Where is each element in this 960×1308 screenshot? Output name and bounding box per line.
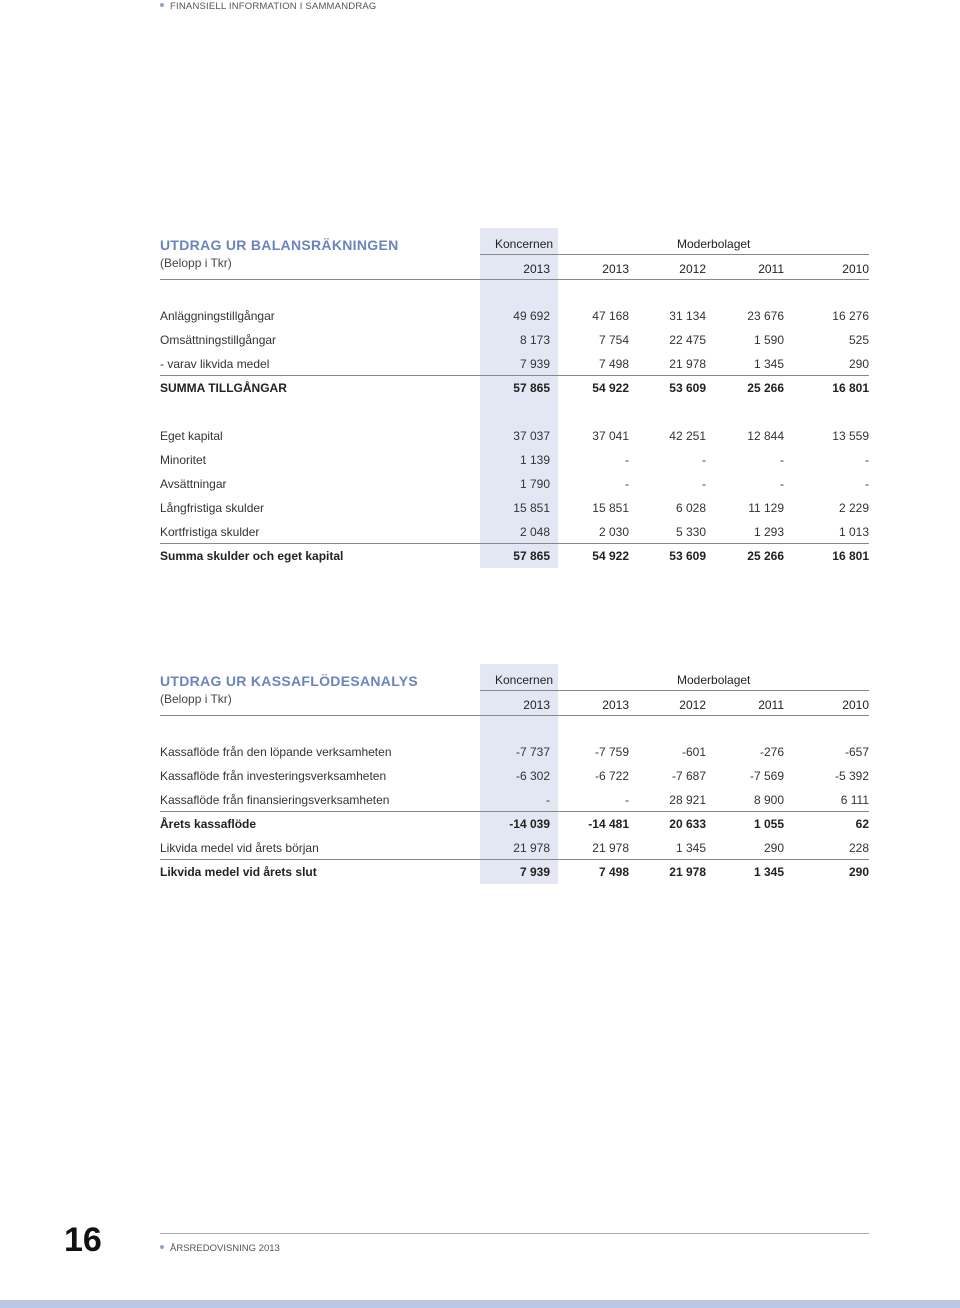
table-row xyxy=(160,788,869,812)
cell-value: - xyxy=(702,477,706,491)
cell-value: 290 xyxy=(763,841,784,855)
footer xyxy=(160,1243,280,1254)
cell-value: 8 900 xyxy=(753,793,784,807)
year-header: 2012 xyxy=(679,262,706,276)
year-header: 2013 xyxy=(523,262,550,276)
cell-value: -7 737 xyxy=(515,745,550,759)
table-row xyxy=(160,544,869,568)
cell-value: 1 055 xyxy=(753,817,784,831)
cell-value: 57 865 xyxy=(513,381,550,395)
table-row xyxy=(160,328,869,352)
group-koncern-label: Koncernen xyxy=(495,237,554,251)
cell-value: 23 676 xyxy=(747,309,784,323)
year-header: 2011 xyxy=(758,262,784,276)
cell-value: 1 293 xyxy=(753,525,784,539)
cell-value: -14 039 xyxy=(509,817,550,831)
row-label: Minoritet xyxy=(160,453,207,467)
cell-value: 7 498 xyxy=(598,865,629,879)
cell-value: -7 759 xyxy=(594,745,629,759)
cell-value: 25 266 xyxy=(747,381,784,395)
cell-value: 6 028 xyxy=(675,501,706,515)
year-header: 2012 xyxy=(679,698,706,712)
row-rule xyxy=(160,543,869,544)
bullet-icon xyxy=(160,1245,164,1249)
row-label: Kassaflöde från finansieringsverksamheten xyxy=(160,793,390,807)
running-header-text: FINANSIELL INFORMATION I SAMMANDRAG xyxy=(170,1,377,12)
row-label: Eget kapital xyxy=(160,429,223,443)
cell-value: - xyxy=(780,453,784,467)
cell-value: 49 692 xyxy=(513,309,550,323)
cell-value: 2 048 xyxy=(519,525,550,539)
table-row xyxy=(160,812,869,836)
cashflow-subtitle: (Belopp i Tkr) xyxy=(160,692,232,706)
cell-value: 42 251 xyxy=(669,429,706,443)
cell-value: 7 939 xyxy=(519,865,550,879)
cell-value: -5 392 xyxy=(834,769,869,783)
year-header: 2013 xyxy=(523,698,550,712)
row-label: SUMMA TILLGÅNGAR xyxy=(160,381,287,395)
table-row xyxy=(160,520,869,544)
cell-value: 16 801 xyxy=(832,381,869,395)
table-row xyxy=(160,352,869,376)
row-label: Långfristiga skulder xyxy=(160,501,265,515)
page-number: 16 xyxy=(64,1221,102,1259)
group-moder-label: Moderbolaget xyxy=(677,673,751,687)
footer-rule xyxy=(160,1233,869,1234)
footer-text: ÅRSREDOVISNING 2013 xyxy=(170,1243,280,1254)
cell-value: 5 330 xyxy=(675,525,706,539)
cell-value: -14 481 xyxy=(588,817,629,831)
cell-value: 28 921 xyxy=(669,793,706,807)
cell-value: -7 687 xyxy=(671,769,706,783)
cell-value: 13 559 xyxy=(832,429,869,443)
cell-value: 1 345 xyxy=(675,841,706,855)
cell-value: 2 030 xyxy=(598,525,629,539)
row-label: Likvida medel vid årets slut xyxy=(160,865,317,879)
row-label: Summa skulder och eget kapital xyxy=(160,549,344,563)
cell-value: 16 801 xyxy=(832,549,869,563)
cell-value: 16 276 xyxy=(832,309,869,323)
cell-value: - xyxy=(546,793,550,807)
header-rule xyxy=(160,715,869,716)
row-label: - varav likvida medel xyxy=(160,357,270,371)
bullet-icon xyxy=(160,3,164,7)
table-row xyxy=(160,764,869,788)
cell-value: -657 xyxy=(844,745,869,759)
year-header: 2013 xyxy=(602,262,629,276)
cell-value: 7 754 xyxy=(598,333,629,347)
cell-value: 290 xyxy=(848,865,869,879)
row-rule xyxy=(160,375,869,376)
row-label: Likvida medel vid årets början xyxy=(160,841,319,855)
row-label: Kassaflöde från investeringsverksamheten xyxy=(160,769,387,783)
cell-value: 7 498 xyxy=(598,357,629,371)
table-row xyxy=(160,740,869,764)
cell-value: 12 844 xyxy=(747,429,784,443)
cashflow-title: UTDRAG UR KASSAFLÖDESANALYS xyxy=(160,673,419,689)
cell-value: 1 345 xyxy=(753,357,784,371)
cell-value: - xyxy=(865,477,869,491)
row-label: Kortfristiga skulder xyxy=(160,525,260,539)
row-label: Kassaflöde från den löpande verksamheten xyxy=(160,745,392,759)
cell-value: 8 173 xyxy=(519,333,550,347)
cell-value: 31 134 xyxy=(669,309,706,323)
balance-sheet-section xyxy=(160,228,869,573)
bottom-color-bar xyxy=(0,1300,960,1308)
cashflow-section xyxy=(160,664,869,889)
table-row xyxy=(160,424,869,448)
cell-value: - xyxy=(865,453,869,467)
table-row xyxy=(160,376,869,400)
cell-value: -276 xyxy=(759,745,784,759)
year-header: 2013 xyxy=(602,698,629,712)
group-koncern-label: Koncernen xyxy=(495,673,554,687)
running-header xyxy=(160,1,377,12)
cell-value: 57 865 xyxy=(513,549,550,563)
cell-value: - xyxy=(625,477,629,491)
cell-value: 62 xyxy=(855,817,869,831)
cell-value: 1 013 xyxy=(838,525,869,539)
cell-value: - xyxy=(702,453,706,467)
table-row xyxy=(160,836,869,860)
cell-value: 53 609 xyxy=(669,381,706,395)
group-moder-label: Moderbolaget xyxy=(677,237,751,251)
cell-value: 290 xyxy=(848,357,869,371)
cell-value: 1 790 xyxy=(519,477,550,491)
cell-value: 15 851 xyxy=(513,501,550,515)
group-underline xyxy=(480,690,869,691)
row-label: Årets kassaflöde xyxy=(160,817,257,831)
cell-value: - xyxy=(625,453,629,467)
cell-value: 20 633 xyxy=(669,817,706,831)
cell-value: - xyxy=(625,793,629,807)
cell-value: 525 xyxy=(848,333,869,347)
table-row xyxy=(160,304,869,328)
cell-value: -601 xyxy=(681,745,706,759)
cell-value: 21 978 xyxy=(592,841,629,855)
cell-value: 6 111 xyxy=(840,793,869,807)
table-row xyxy=(160,472,869,496)
table-row xyxy=(160,860,869,884)
cell-value: -7 569 xyxy=(749,769,784,783)
cell-value: 11 129 xyxy=(748,501,784,515)
row-label: Omsättningstillgångar xyxy=(160,333,277,347)
cell-value: 54 922 xyxy=(592,549,629,563)
year-header: 2010 xyxy=(842,698,869,712)
row-rule xyxy=(160,811,869,812)
cell-value: 54 922 xyxy=(592,381,629,395)
balance-subtitle: (Belopp i Tkr) xyxy=(160,256,232,270)
cell-value: 21 978 xyxy=(669,357,706,371)
row-label: Avsättningar xyxy=(160,477,227,491)
cell-value: 25 266 xyxy=(747,549,784,563)
cell-value: 21 978 xyxy=(669,865,706,879)
cell-value: 1 590 xyxy=(753,333,784,347)
row-label: Anläggningstillgångar xyxy=(160,309,275,323)
cell-value: 37 041 xyxy=(592,429,629,443)
cell-value: 53 609 xyxy=(669,549,706,563)
cell-value: -6 722 xyxy=(594,769,629,783)
cell-value: 2 229 xyxy=(838,501,869,515)
cell-value: 37 037 xyxy=(513,429,550,443)
group-underline xyxy=(480,254,869,255)
cell-value: 15 851 xyxy=(592,501,629,515)
cell-value: 228 xyxy=(848,841,869,855)
cell-value: 21 978 xyxy=(513,841,550,855)
cell-value: - xyxy=(780,477,784,491)
cell-value: 47 168 xyxy=(592,309,629,323)
cell-value: -6 302 xyxy=(515,769,550,783)
balance-title: UTDRAG UR BALANSRÄKNINGEN xyxy=(160,237,399,253)
row-rule xyxy=(160,859,869,860)
year-header: 2010 xyxy=(842,262,869,276)
year-header: 2011 xyxy=(758,698,784,712)
cell-value: 22 475 xyxy=(669,333,706,347)
table-row xyxy=(160,448,869,472)
header-rule xyxy=(160,279,869,280)
cell-value: 1 139 xyxy=(519,453,550,467)
cell-value: 7 939 xyxy=(519,357,550,371)
cell-value: 1 345 xyxy=(753,865,784,879)
table-row xyxy=(160,496,869,520)
